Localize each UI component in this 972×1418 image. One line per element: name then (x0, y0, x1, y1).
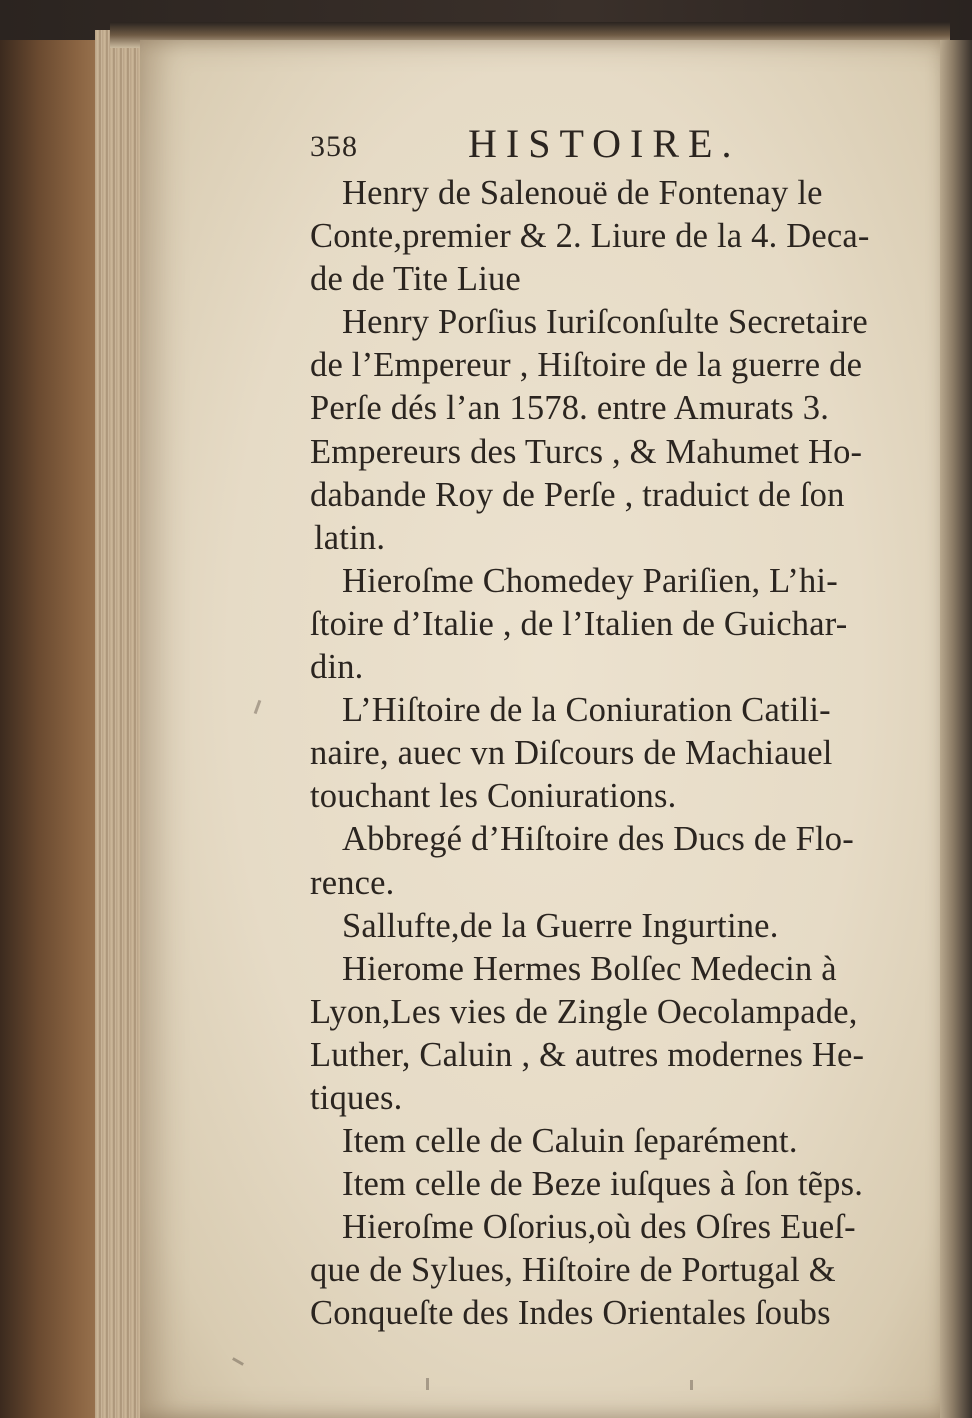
text-line: Abbregé d’Hiſtoire des Ducs de Flo- (342, 820, 854, 859)
text-line: Item celle de Caluin ſeparément. (342, 1122, 798, 1161)
page-number: 358 (310, 130, 358, 163)
text-line: Henry de Salenouë de Fontenay le (342, 174, 823, 212)
page-header (310, 120, 900, 172)
text-line: Conqueſte des Indes Orientales ſoubs (310, 1294, 831, 1333)
text-line: rence. (310, 863, 395, 902)
text-body (310, 172, 900, 1336)
text-line: Lyon,Les vies de Zingle Oecolampade, (310, 992, 858, 1031)
text-line: de de Tite Liue (310, 260, 521, 299)
text-line: Item celle de Beze iuſques à ſon tẽps. (342, 1165, 864, 1204)
text-line: L’Hiſtoire de la Coniuration Catili- (342, 691, 831, 730)
text-line: tiques. (310, 1078, 403, 1117)
text-line: Hieroſme Oſorius,où des Oſres Eueſ- (342, 1208, 856, 1247)
book-right-edge (940, 40, 972, 1418)
running-title: HISTOIRE. (468, 121, 741, 166)
text-line: dabande Roy de Perſe , traduict de ſon (310, 475, 845, 514)
text-line: din. (310, 648, 364, 687)
book-spine-edge (0, 40, 110, 1418)
text-line: Hierome Hermes Bolſec Medecin à (342, 949, 837, 988)
text-line: touchant les Coniurations. (310, 777, 677, 816)
text-line: Conte,premier & 2. Liure de la 4. Deca- (310, 217, 870, 256)
text-line: ſtoire d’Italie , de l’Italien de Guichar- (310, 604, 848, 643)
text-line: que de Sylues, Hiſtoire de Portugal & (310, 1251, 836, 1290)
ink-speck (426, 1378, 429, 1390)
text-line: Henry Porſius Iuriſconſulte Secretaire (342, 303, 868, 342)
page-content (310, 120, 900, 1336)
ink-speck (690, 1380, 693, 1390)
text-line: Hieroſme Chomedey Pariſien, L’hi- (342, 561, 838, 600)
text-line: naire, auec vn Diſcours de Machiauel (310, 734, 833, 773)
text-line: Perſe dés l’an 1578. entre Amurats 3. (310, 389, 830, 428)
text-line: latin. (314, 518, 386, 557)
text-line: Sallufte,de la Guerre Ingurtine. (342, 906, 779, 945)
text-line: Luther, Caluin , & autres modernes He- (310, 1035, 865, 1074)
text-line: Empereurs des Turcs , & Mahumet Ho- (310, 432, 863, 471)
text-line: de l’Empereur , Hiſtoire de la guerre de (310, 346, 863, 385)
